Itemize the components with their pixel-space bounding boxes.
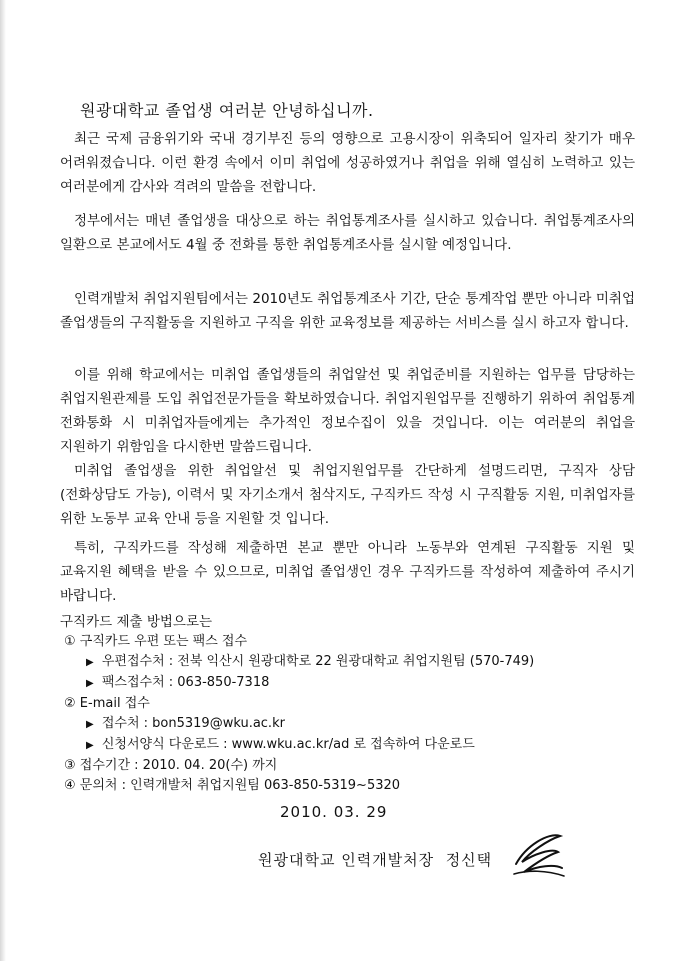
list-item bbox=[64, 652, 534, 673]
triangle-bullet-icon: ▶ bbox=[86, 719, 94, 730]
paragraph-2: 정부에서는 매년 졸업생을 대상으로 하는 취업통계조사를 실시하고 있습니다. 취업통계조사의 일환으로 본교에서도 4월 중 전화를 통한 취업통계조사를 실시할 예정입니다. bbox=[60, 213, 635, 253]
list-text: 우편접수처 : 전북 익산시 원광대학로 22 원광대학교 취업지원팀 (570-749) bbox=[101, 654, 535, 669]
paragraph-6: 특히, 구직카드를 작성해 제출하면 본교 뿐만 아니라 노동부와 연계된 구직활동 지원 및 교육지원 혜택을 받을 수 있으므로, 미취업 졸업생인 경우 구직카드를 작성하여 제출하여 주시기 바랍니다. bbox=[60, 540, 635, 604]
greeting-heading: 원광대학교 졸업생 여러분 안녕하십니까. bbox=[80, 101, 374, 120]
submission-method-title: 구직카드 제출 방법으로는 bbox=[60, 614, 213, 630]
list-text: 문의처 : 인력개발처 취업지원팀 063-850-5319~5320 bbox=[79, 778, 401, 793]
triangle-bullet-icon: ▶ bbox=[86, 678, 94, 689]
list-number: ④ bbox=[64, 778, 76, 793]
list-text: 팩스접수처 : 063-850-7318 bbox=[101, 675, 270, 690]
triangle-bullet-icon: ▶ bbox=[86, 657, 94, 668]
paragraph-4: 이를 위해 학교에서는 미취업 졸업생들의 취업알선 및 취업준비를 지원하는 업무를 담당하는 취업지원관제를 도입 취업전문가들을 확보하였습니다. 취업지원업무를 진행하기 위하여 취업통계 전화통화 시 미취업자들에게는 추가적인 정보수집이 있을 것입니다. 이는 여러분의 취업을 지원하기 위함임을 다시한번 말씀드립니다. bbox=[60, 367, 635, 455]
signatory-line: 원광대학교 인력개발처장 정신택 bbox=[258, 851, 493, 869]
list-item bbox=[64, 673, 534, 694]
list-number: ① bbox=[64, 634, 76, 649]
paragraph-1: 최근 국제 금융위기와 국내 경기부진 등의 영향으로 고용시장이 위축되어 일자리 찾기가 매우 어려워졌습니다. 이런 환경 속에서 이미 취업에 성공하였거나 취업을 위해 열심히 노력하고 있는 여러분에게 감사와 격려의 말씀을 전합니다. bbox=[60, 131, 635, 195]
paragraph-5: 미취업 졸업생을 위한 취업알선 및 취업지원업무를 간단하게 설명드리면, 구직자 상담(전화상담도 가능), 이력서 및 자기소개서 첨삭지도, 구직카드 작성 시 구직활동 지원, 미취업자를 위한 노동부 교육 안내 등을 지원할 것 입니다. bbox=[60, 463, 635, 527]
list-text: 접수처 : bon5319@wku.ac.kr bbox=[101, 716, 285, 731]
paragraph-3: 인력개발처 취업지원팀에서는 2010년도 취업통계조사 기간, 단순 통계작업 뿐만 아니라 미취업 졸업생들의 구직활동을 지원하고 구직을 위한 교육정보를 제공하는 서비스를 실시 하고자 합니다. bbox=[60, 291, 635, 331]
submission-method-list bbox=[64, 632, 534, 796]
list-text: E-mail 접수 bbox=[79, 696, 150, 711]
list-item bbox=[64, 776, 534, 796]
list-item bbox=[64, 735, 534, 756]
list-text: 구직카드 우편 또는 팩스 접수 bbox=[79, 634, 248, 649]
list-item bbox=[64, 714, 534, 735]
list-number: ② bbox=[64, 696, 76, 711]
scan-edge-shadow bbox=[0, 0, 6, 961]
list-text: 신청서양식 다운로드 : www.wku.ac.kr/ad 로 접속하여 다운로드 bbox=[101, 737, 475, 752]
list-item bbox=[64, 632, 534, 652]
document-date: 2010. 03. 29 bbox=[280, 803, 388, 821]
list-number: ③ bbox=[64, 758, 76, 773]
list-item bbox=[64, 694, 534, 714]
list-text: 접수기간 : 2010. 04. 20(수) 까지 bbox=[79, 758, 278, 773]
handwritten-signature-icon bbox=[508, 826, 568, 886]
list-item bbox=[64, 756, 534, 776]
triangle-bullet-icon: ▶ bbox=[86, 740, 94, 751]
